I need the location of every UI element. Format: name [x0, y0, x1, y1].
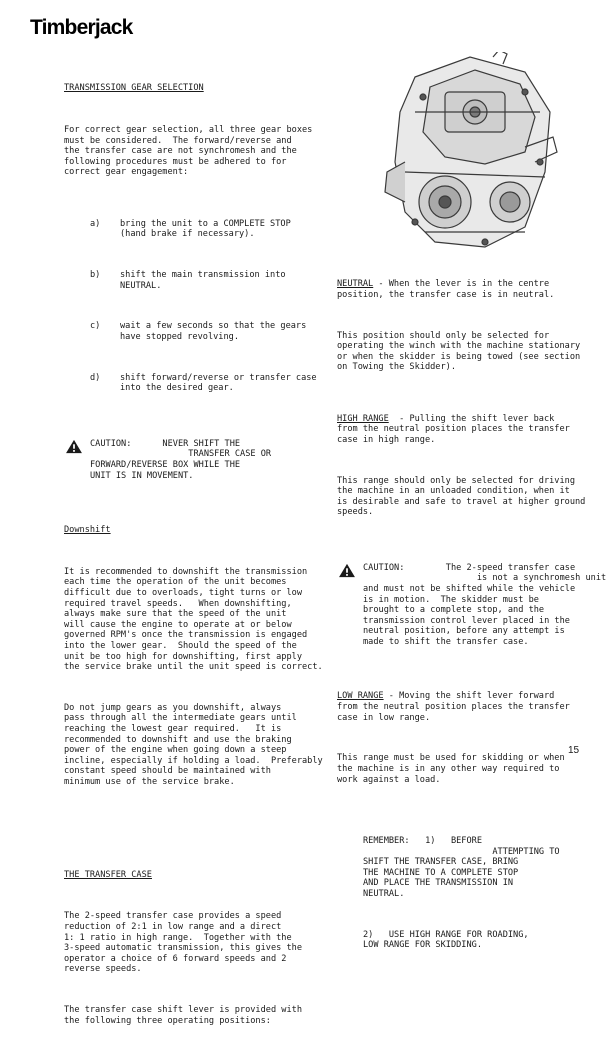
page-number: 15 — [568, 745, 580, 756]
step-b — [64, 270, 344, 291]
step-text: wait a few seconds so that the gears have stopped revolving. — [120, 321, 307, 343]
caution-text: CAUTION: The 2-speed transfer case is not a synchromesh unit and must not be shifted while the vehicle is in motion. The skidder must be brought to a complete stop, and the transmission control lever placed in the neutral position, before any attempt is made to shift the transfer case. — [363, 562, 607, 647]
transfer-case-paragraph-1: The 2-speed transfer case provides a speed reduction of 2:1 in low range and a direct 1: 1 ratio in high range. Together with the 3-speed automatic transmission, this gives the operator a choice of 6 forward speeds and 2 reverse speeds. — [64, 911, 302, 975]
section-heading-downshift: Downshift — [64, 524, 111, 535]
neutral-term: NEUTRAL — [337, 279, 374, 290]
high-range-term: HIGH RANGE — [337, 413, 389, 424]
section-heading-gear-selection: TRANSMISSION GEAR SELECTION — [64, 83, 204, 94]
downshift-paragraph-1: It is recommended to downshift the transmission each time the operation of the unit becomes difficult due to overloads, tight turns or low required travel speeds. When downshifting, always make sure that the speed of the unit will cause the engine to operate at or below governed RPM's once the transmission is engaged into the lower gear. Should the speed of the unit be too high for downshifting, first apply the service brake until the unit speed is correct. — [64, 566, 323, 673]
step-label: a) — [90, 218, 101, 229]
caution-box-transfer-case — [337, 562, 607, 648]
step-text: shift forward/reverse or transfer case into the desired gear. — [120, 372, 317, 394]
high-range-usage-paragraph: This range should only be selected for driving the machine in an unloaded condition, when it is desirable and safe to travel at higher ground speeds. — [337, 475, 586, 518]
neutral-usage-paragraph: This position should only be selected for operating the winch with the machine stationary or when the skidder is being towed (see section on Towing the Skidder). — [337, 330, 581, 373]
left-column — [64, 62, 344, 1057]
warning-triangle-icon — [64, 439, 84, 454]
step-d — [64, 373, 344, 394]
step-label: c) — [90, 321, 101, 332]
low-range-description: - Moving the shift lever forward from the neutral position places the transfer case in low range. — [337, 691, 570, 723]
remember-note-1: REMEMBER: 1) BEFORE ATTEMPTING TO SHIFT THE TRANSFER CASE, BRING THE MACHINE TO A COMPLETE STOP AND PLACE THE TRANSMISSION IN NEUTRAL. — [363, 835, 560, 899]
high-range-paragraph — [337, 414, 587, 446]
transfer-case-paragraph-2: The transfer case shift lever is provided with the following three operating positions: — [64, 1005, 302, 1026]
transfer-case-illustration — [375, 52, 560, 252]
low-range-usage-paragraph: This range must be used for skidding or when the machine is in any other way required to work against a load. — [337, 753, 565, 785]
neutral-paragraph — [337, 279, 587, 300]
step-c — [64, 321, 344, 342]
step-label: b) — [90, 270, 101, 281]
step-a — [64, 219, 344, 240]
right-column — [337, 258, 607, 981]
high-range-description: - Pulling the shift lever back from the neutral position places the transfer case in high range. — [337, 413, 570, 445]
warning-triangle-icon — [337, 563, 357, 578]
brand-logo: Timberjack — [30, 16, 133, 39]
step-text: bring the unit to a COMPLETE STOP (hand brake if necessary). — [120, 218, 291, 240]
gear-selection-intro: For correct gear selection, all three gear boxes must be considered. The forward/reverse and the transfer case are not synchromesh and the following procedures must be adhered to for correct gear engagement: — [64, 124, 313, 178]
downshift-paragraph-2: Do not jump gears as you downshift, always pass through all the intermediate gears until reaching the lowest gear required. It is recommended to downshift and use the braking power of the engine when going down a steep incline, especially if holding a load. Preferably constant speed should be maintained with minimum use of the service brake. — [64, 702, 323, 788]
caution-box-gearbox — [64, 439, 344, 481]
caution-text: CAUTION: NEVER SHIFT THE TRANSFER CASE OR FORWARD/REVERSE BOX WHILE THE UNIT IS IN MOVEMENT. — [90, 438, 272, 481]
step-label: d) — [90, 372, 101, 383]
low-range-term: LOW RANGE — [337, 691, 384, 702]
low-range-paragraph — [337, 691, 587, 723]
step-text: shift the main transmission into NEUTRAL. — [120, 270, 286, 291]
remember-note-2: 2) USE HIGH RANGE FOR ROADING, LOW RANGE FOR SKIDDING. — [363, 929, 529, 951]
section-heading-transfer-case: THE TRANSFER CASE — [64, 869, 152, 880]
neutral-description: - When the lever is in the centre position, the transfer case is in neutral. — [337, 279, 555, 300]
